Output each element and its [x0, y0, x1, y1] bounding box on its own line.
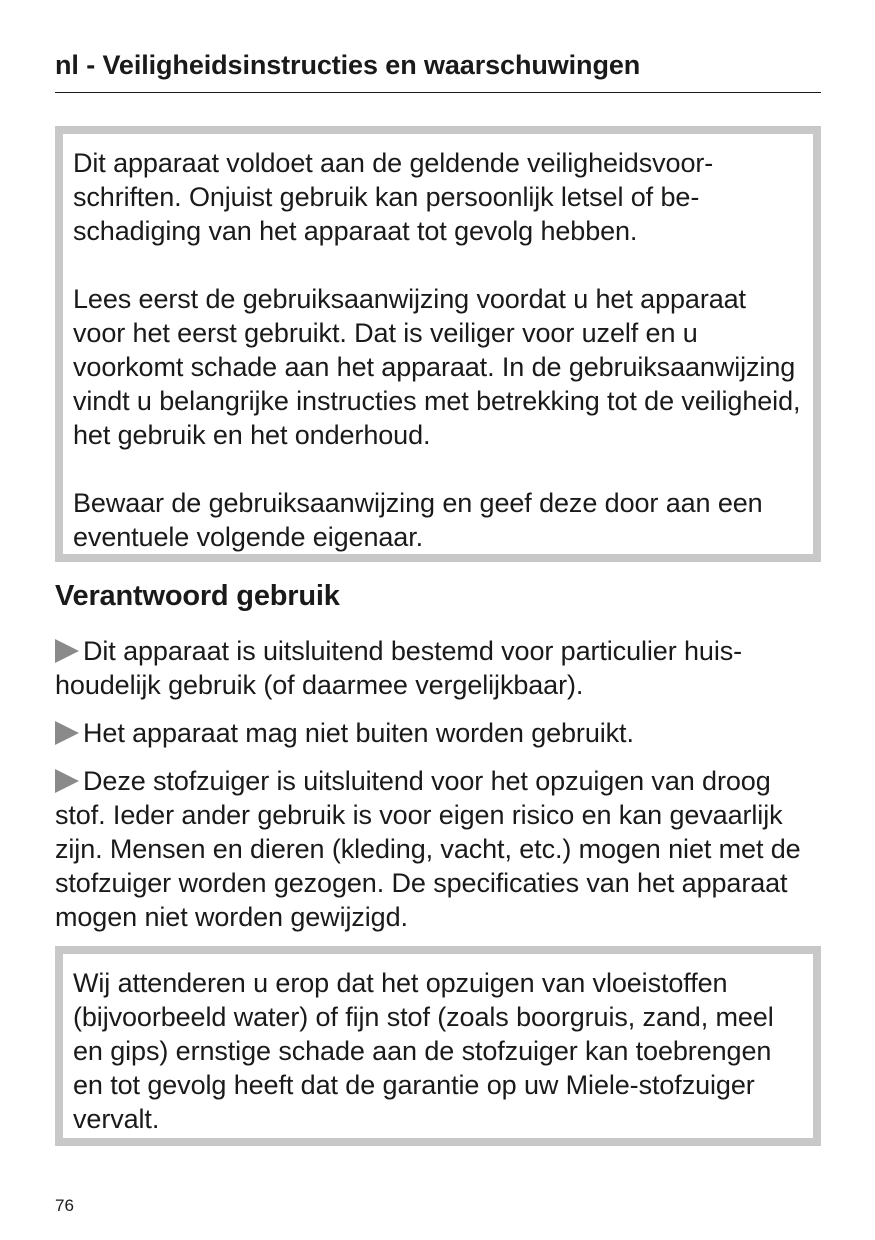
- header-title: nl - Veiligheidsinstructies en waarschuwingen: [55, 50, 641, 80]
- warranty-notice-box: [55, 946, 821, 1146]
- bullet-item: [55, 716, 825, 750]
- bullet-text: Deze stofzuiger is uitsluitend voor het opzuigen van droog stof. Ieder ander gebruik is voor eigen risico en kan gevaarlijk zijn. Mensen en dieren (kleding, vacht, etc.) mogen niet met de stofzuiger worden gezogen. De specificaties van het apparaat mogen niet worden gewijzigd.: [55, 766, 801, 932]
- intro-paragraph: Bewaar de gebruiksaanwijzing en geef deze door aan een eventuele volgende eigenaar.: [73, 488, 763, 552]
- intro-paragraph: Lees eerst de gebruiksaanwijzing voordat u het apparaat voor het eerst gebruikt. Dat is veiliger voor uzelf en u voorkomt schade aan het apparaat. In de gebruiksaanwijzing vindt u belangrijke instructies met betrekking tot de veiligheid, het gebruik en het onderhoud.: [73, 284, 801, 450]
- bullet-text: Dit apparaat is uitsluitend bestemd voor particulier huishoudelijk gebruik (of daarmee vergelijkbaar).: [55, 636, 743, 700]
- triangle-right-icon: [55, 639, 79, 663]
- page-header: [55, 48, 821, 93]
- section-heading: Verantwoord gebruik: [55, 580, 340, 612]
- page-number: 76: [55, 1196, 74, 1215]
- intro-paragraph: Dit apparaat voldoet aan de geldende veiligheidsvoorschriften. Onjuist gebruik kan persoonlijk letsel of beschadiging van het apparaat tot gevolg hebben.: [73, 148, 714, 246]
- intro-safety-box: [55, 126, 821, 562]
- bullet-item: [55, 634, 825, 702]
- bullet-text: Het apparaat mag niet buiten worden gebruikt.: [83, 718, 634, 748]
- notice-text: Wij attenderen u erop dat het opzuigen van vloeistoffen (bijvoorbeeld water) of fijn stof (zoals boorgruis, zand, meel en gips) ernstige schade aan de stofzuiger kan toebrengen en tot gevolg heeft dat de garantie op uw Miele-stofzuiger vervalt.: [73, 968, 774, 1134]
- bullet-list: [55, 634, 825, 948]
- bullet-item: [55, 764, 825, 934]
- triangle-right-icon: [55, 769, 79, 793]
- triangle-right-icon: [55, 721, 79, 745]
